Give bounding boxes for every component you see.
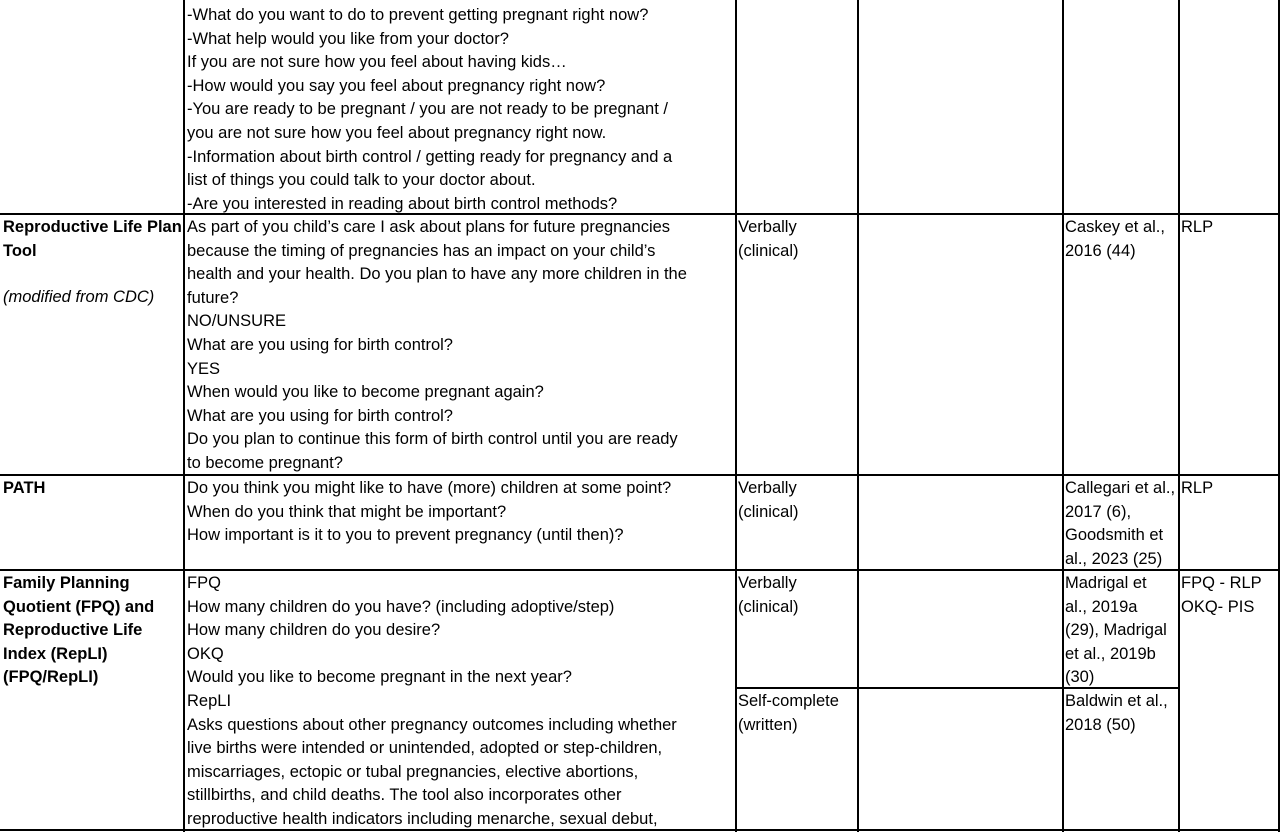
type: FPQ - RLP OKQ- PIS <box>1181 574 1262 616</box>
tool-source: (modified from CDC) <box>3 288 155 306</box>
question-line: Asks questions about other pregnancy outcomes including whether <box>187 715 677 734</box>
question-line: -What help would you like from your doctor? <box>187 29 509 48</box>
tool-name: PATH <box>3 479 46 497</box>
administration: Verbally (clinical) <box>738 574 799 616</box>
references: Madrigal et al., 2019a (29), Madrigal et al., 2019b (30) <box>1065 574 1167 687</box>
question-line: you are not sure how you feel about pregnancy right now. <box>187 123 607 142</box>
question-line: How many children do you desire? <box>187 621 441 640</box>
question-line: live births were intended or unintended, adopted or step-children, <box>187 739 663 758</box>
column-border <box>183 0 185 832</box>
question-line: When would you like to become pregnant again? <box>187 383 544 402</box>
column-border <box>735 0 737 832</box>
question-line: reproductive health indicators including menarche, sexual debut, <box>187 809 658 828</box>
column-border <box>1178 0 1180 832</box>
administration: Verbally (clinical) <box>738 479 799 521</box>
tool-content <box>187 216 687 476</box>
question-line: If you are not sure how you feel about having kids… <box>187 53 567 72</box>
question-line: How many children do you have? (including adoptive/step) <box>187 597 615 616</box>
question-line: health and your health. Do you plan to have any more children in the <box>187 265 687 284</box>
tool-content <box>187 572 677 832</box>
administration-alt: Self-complete (written) <box>738 692 839 734</box>
administration: Verbally (clinical) <box>738 218 799 260</box>
column-border <box>1062 0 1064 832</box>
question-line: stillbirths, and child deaths. The tool also incorporates other <box>187 786 622 805</box>
question-line: -What do you want to do to prevent getting pregnant right now? <box>187 6 649 24</box>
tool-name: Reproductive Life Plan Tool <box>3 218 182 260</box>
column-border <box>857 0 859 832</box>
question-line: Do you think you might like to have (more) children at some point? <box>187 479 672 497</box>
question-line: NO/UNSURE <box>187 312 287 331</box>
question-line: -Are you interested in reading about birth control methods? <box>187 194 618 213</box>
question-line: Would you like to become pregnant in the next year? <box>187 668 572 687</box>
references: Caskey et al., 2016 (44) <box>1065 218 1165 260</box>
references-alt: Baldwin et al., 2018 (50) <box>1065 692 1168 734</box>
question-line: What are you using for birth control? <box>187 406 453 425</box>
question-line: to become pregnant? <box>187 453 343 472</box>
question-line: YES <box>187 359 221 378</box>
type: RLP <box>1181 218 1214 236</box>
question-line: -Information about birth control / getting ready for pregnancy and a <box>187 147 673 166</box>
question-line: FPQ <box>187 574 221 592</box>
question-line: How important is it to you to prevent pregnancy (until then)? <box>187 526 624 545</box>
question-line: What are you using for birth control? <box>187 335 453 354</box>
question-line: OKQ <box>187 644 224 663</box>
question-line: -How would you say you feel about pregnancy right now? <box>187 76 606 95</box>
question-line: list of things you could talk to your doctor about. <box>187 171 536 190</box>
question-line: miscarriages, ectopic or tubal pregnancies, elective abortions, <box>187 762 639 781</box>
tool-name: Family Planning Quotient (FPQ) and Reproductive Life Index (RepLI) (FPQ/RepLI) <box>3 574 155 687</box>
question-line: When do you think that might be important? <box>187 502 507 521</box>
tool-content <box>187 477 671 548</box>
question-line: future? <box>187 288 239 307</box>
question-line: Do you plan to continue this form of birth control until you are ready <box>187 430 678 449</box>
type: RLP <box>1181 479 1214 497</box>
question-line: As part of you child’s care I ask about plans for future pregnancies <box>187 218 671 236</box>
question-line: because the timing of pregnancies has an impact on your child’s <box>187 241 656 260</box>
references: Callegari et al., 2017 (6), Goodsmith et al., 2023 (25) <box>1065 479 1176 568</box>
question-line: RepLI <box>187 691 232 710</box>
row-continued-content <box>187 4 672 216</box>
question-line: -You are ready to be pregnant / you are not ready to be pregnant / <box>187 100 668 119</box>
